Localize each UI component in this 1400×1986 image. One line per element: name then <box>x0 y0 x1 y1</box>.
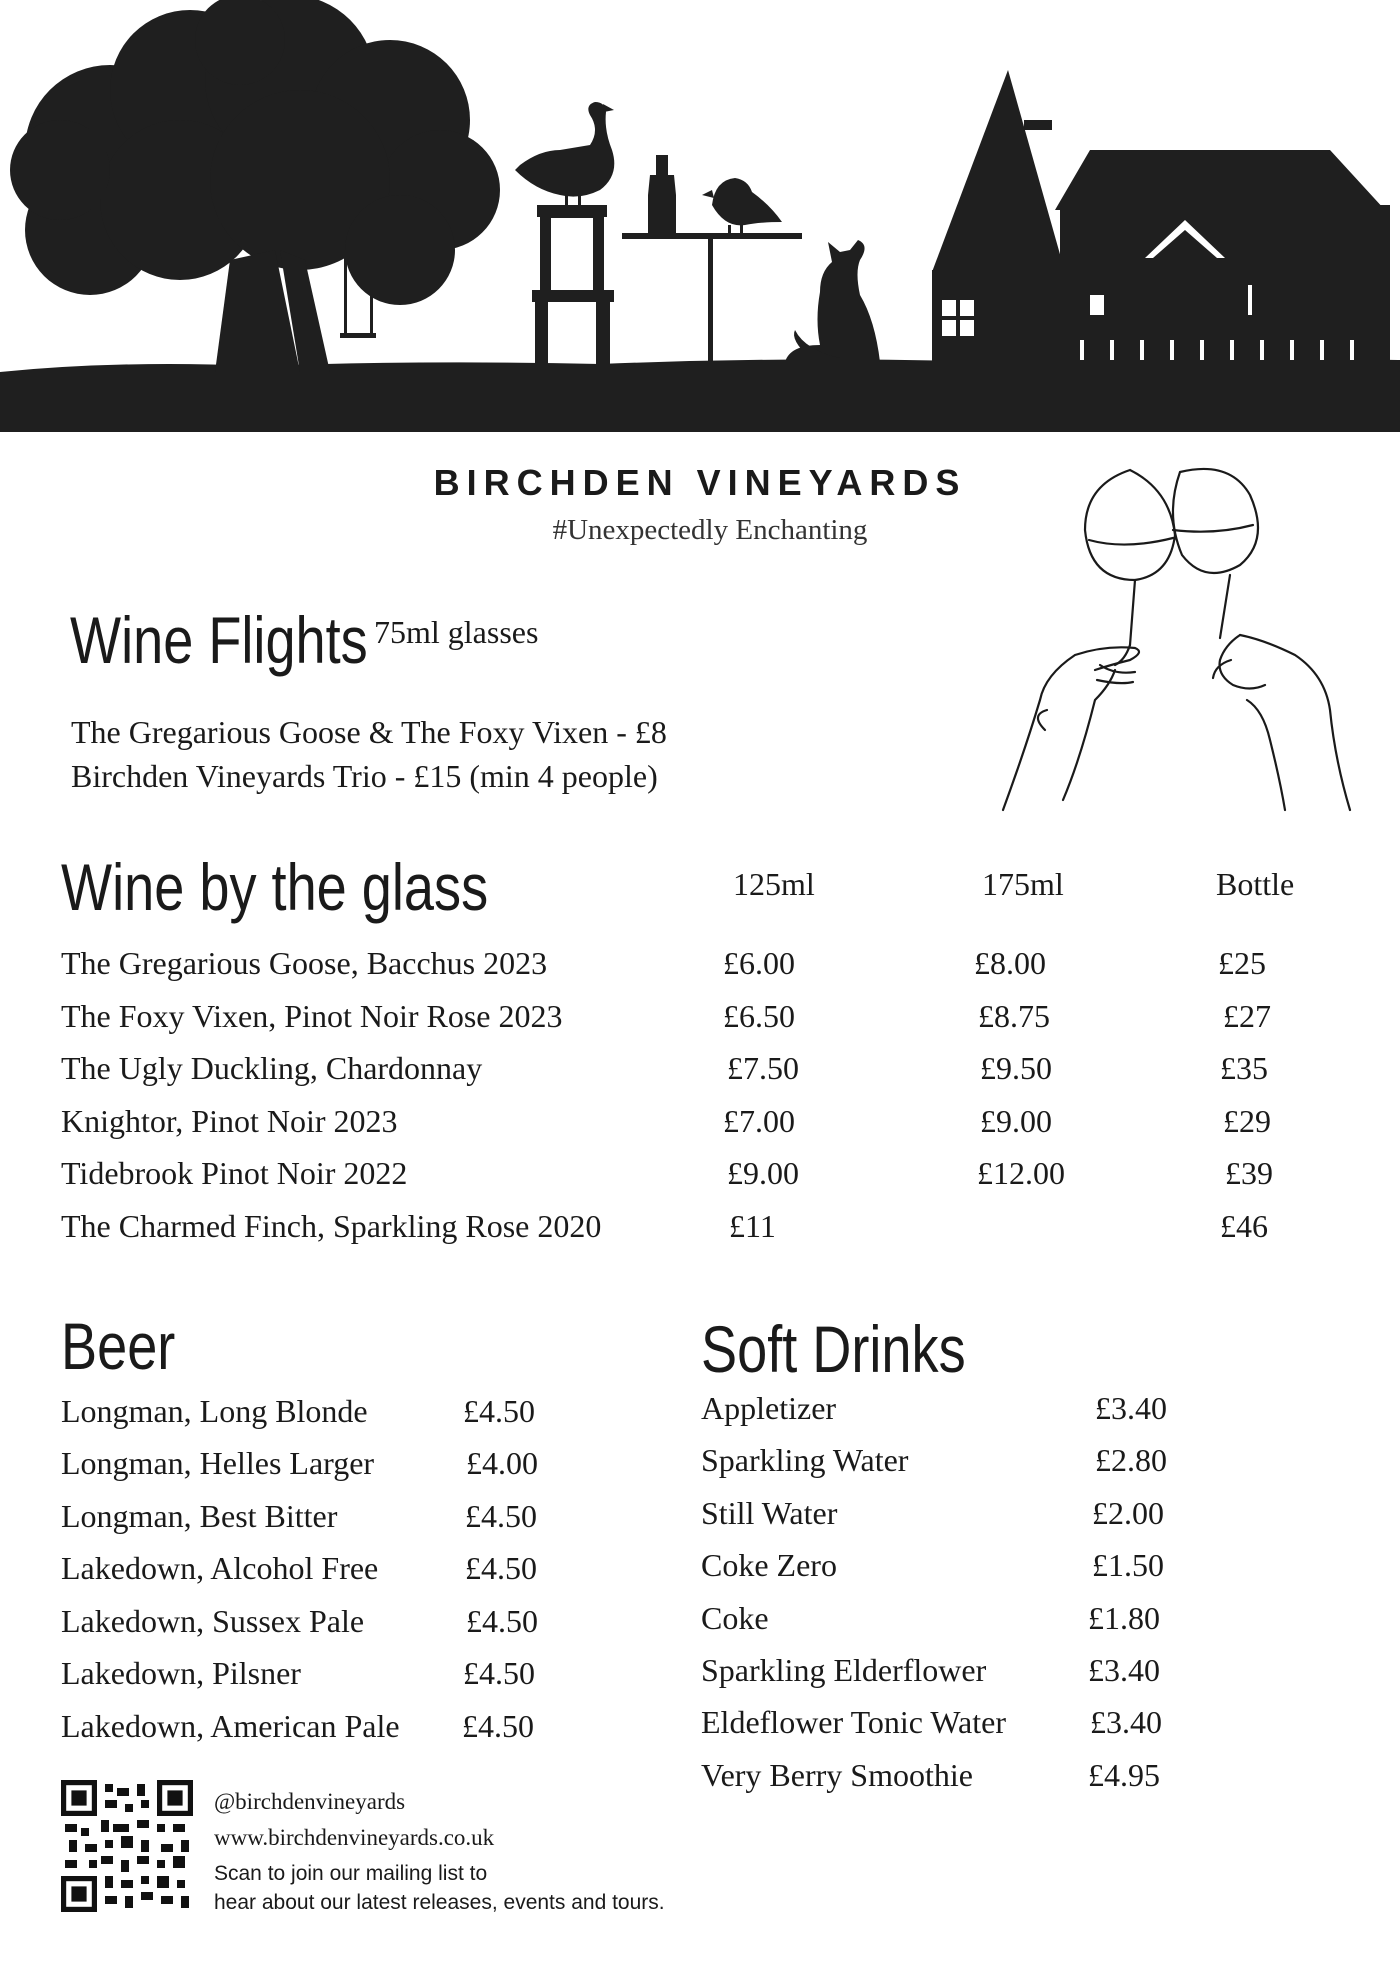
price-175ml: £9.50 <box>980 1050 1052 1086</box>
beer-price: £4.50 <box>462 1708 534 1744</box>
column-header-bottle: Bottle <box>1216 866 1295 902</box>
soft-drink-name: Coke <box>701 1600 769 1636</box>
price-bottle: £27 <box>1223 998 1271 1034</box>
wine-bottle-icon <box>648 155 676 235</box>
soft-drink-name: Still Water <box>701 1495 838 1531</box>
wine-name: Knightor, Pinot Noir 2023 <box>61 1103 398 1139</box>
price-175ml: £9.00 <box>980 1103 1052 1139</box>
soft-drink-price: £1.80 <box>1088 1600 1160 1636</box>
brand-name: BIRCHDEN VINEYARDS <box>433 462 967 503</box>
goose-on-chair-icon <box>515 102 614 368</box>
price-bottle: £29 <box>1223 1103 1271 1139</box>
column-header-175ml: 175ml <box>982 866 1064 902</box>
mailing-list-note-line1: Scan to join our mailing list to <box>214 1862 488 1885</box>
finch-icon <box>702 178 782 235</box>
price-125ml: £9.00 <box>727 1155 799 1191</box>
beer-name: Lakedown, Pilsner <box>61 1655 301 1691</box>
oast-house-icon <box>932 70 1390 370</box>
soft-drink-price: £2.00 <box>1092 1495 1164 1531</box>
soft-drink-price: £3.40 <box>1095 1390 1167 1426</box>
beer-price: £4.50 <box>463 1393 535 1429</box>
beer-name: Lakedown, Sussex Pale <box>61 1603 365 1639</box>
price-bottle: £35 <box>1220 1050 1268 1086</box>
landscape-banner-icon <box>0 0 1400 432</box>
wine-name: The Charmed Finch, Sparkling Rose 2020 <box>61 1208 602 1244</box>
clinking-glasses-icon <box>985 460 1365 820</box>
brand-tagline: #Unexpectedly Enchanting <box>552 514 868 546</box>
wine-name: Tidebrook Pinot Noir 2022 <box>61 1155 408 1191</box>
soft-drinks-title: Soft Drinks <box>701 1312 966 1386</box>
price-bottle: £39 <box>1225 1155 1273 1191</box>
soft-drink-name: Appletizer <box>701 1390 837 1426</box>
soft-drink-name: Sparkling Water <box>701 1442 909 1478</box>
beer-title: Beer <box>61 1309 176 1383</box>
beer-price: £4.50 <box>465 1498 537 1534</box>
beer-name: Longman, Long Blonde <box>61 1393 368 1429</box>
soft-drink-price: £3.40 <box>1090 1704 1162 1740</box>
wine-name: The Gregarious Goose, Bacchus 2023 <box>61 945 548 981</box>
price-125ml: £7.50 <box>727 1050 799 1086</box>
soft-drink-price: £3.40 <box>1088 1652 1160 1688</box>
wine-flight-item: Birchden Vineyards Trio - £15 (min 4 people) <box>71 758 658 794</box>
soft-drink-price: £2.80 <box>1095 1442 1167 1478</box>
website-link[interactable]: www.birchdenvineyards.co.uk <box>214 1825 495 1850</box>
beer-name: Lakedown, Alcohol Free <box>61 1550 379 1586</box>
soft-drink-name: Sparkling Elderflower <box>701 1652 987 1688</box>
beer-price: £4.50 <box>466 1603 538 1639</box>
beer-name: Lakedown, American Pale <box>61 1708 400 1744</box>
beer-price: £4.50 <box>465 1550 537 1586</box>
wine-flight-item: The Gregarious Goose & The Foxy Vixen - £8 <box>71 714 667 750</box>
price-bottle: £25 <box>1218 945 1266 981</box>
price-175ml: £8.75 <box>978 998 1050 1034</box>
beer-name: Longman, Best Bitter <box>61 1498 338 1534</box>
soft-drink-name: Very Berry Smoothie <box>701 1757 973 1793</box>
soft-drink-name: Eldeflower Tonic Water <box>701 1704 1006 1740</box>
wine-flights-subtitle: 75ml glasses <box>374 614 539 650</box>
wine-by-glass-title: Wine by the glass <box>61 850 489 924</box>
price-125ml: £11 <box>729 1208 776 1244</box>
beer-name: Longman, Helles Larger <box>61 1445 375 1481</box>
fox-icon <box>785 240 880 362</box>
beer-price: £4.50 <box>463 1655 535 1691</box>
price-125ml: £6.50 <box>723 998 795 1034</box>
price-bottle: £46 <box>1220 1208 1268 1244</box>
social-handle[interactable]: @birchdenvineyards <box>214 1789 406 1814</box>
soft-drink-price: £1.50 <box>1092 1547 1164 1583</box>
soft-drink-name: Coke Zero <box>701 1547 837 1583</box>
wine-name: The Foxy Vixen, Pinot Noir Rose 2023 <box>61 998 563 1034</box>
beer-price: £4.00 <box>466 1445 538 1481</box>
mailing-list-note-line2: hear about our latest releases, events and tours. <box>214 1891 665 1914</box>
wine-name: The Ugly Duckling, Chardonnay <box>61 1050 483 1086</box>
price-175ml: £8.00 <box>974 945 1046 981</box>
column-header-125ml: 125ml <box>733 866 815 902</box>
tree-silhouette-icon <box>10 0 500 372</box>
qr-code-icon[interactable] <box>61 1780 193 1912</box>
price-175ml: £12.00 <box>977 1155 1065 1191</box>
price-125ml: £6.00 <box>723 945 795 981</box>
soft-drink-price: £4.95 <box>1088 1757 1160 1793</box>
wine-flights-title: Wine Flights <box>70 603 368 677</box>
price-125ml: £7.00 <box>723 1103 795 1139</box>
